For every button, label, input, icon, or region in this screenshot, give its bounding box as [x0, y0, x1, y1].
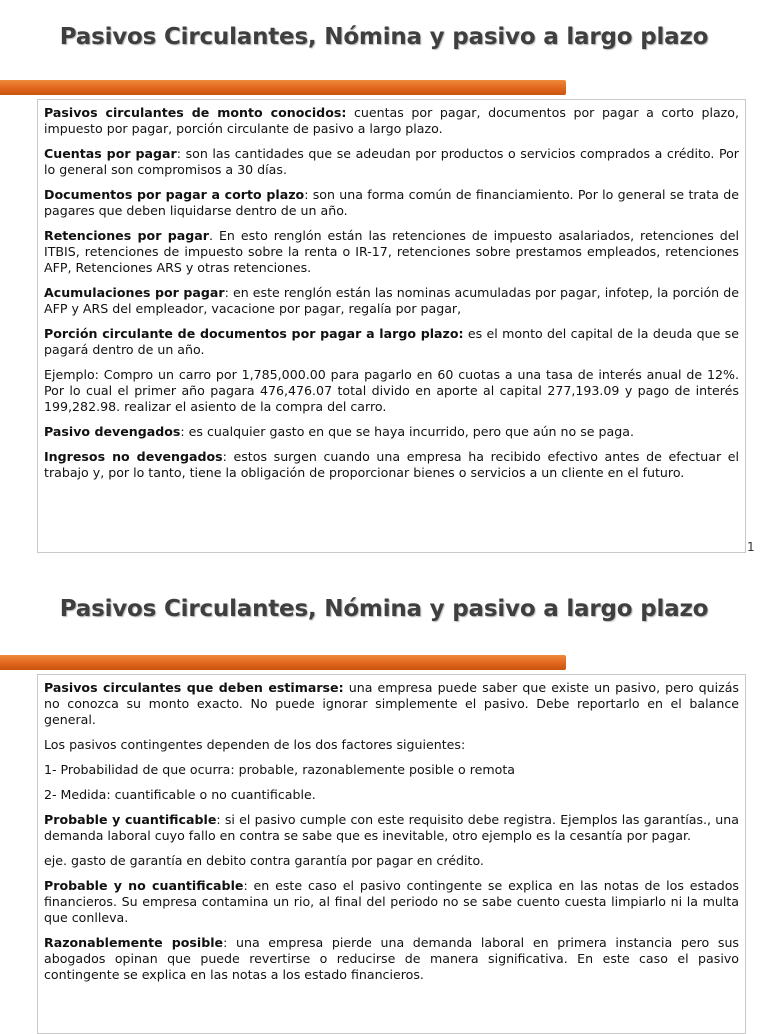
- content-box: [37, 674, 746, 1034]
- paragraph: Probable y no cuantificable: en este caso el pasivo contingente se explica en las notas de los estados financieros. Su empresa contamina un rio, al final del periodo no se sabe cuento cuesta limpiarlo ni la multa que conlleva.: [44, 878, 739, 925]
- paragraph: 2- Medida: cuantificable o no cuantificable.: [44, 787, 316, 802]
- paragraph: Ingresos no devengados: estos surgen cuando una empresa ha recibido efectivo antes de efectuar el trabajo y, por lo tanto, tiene la obligación de proporcionar bienes o servicios a un cliente en el futuro.: [44, 449, 739, 480]
- paragraph: Razonablemente posible: una empresa pierde una demanda laboral en primera instancia pero sus abogados opinan que puede revertirse o reducirse de manera significativa. En este caso el pasivo contingente se explica en las notas a los estado financieros.: [44, 935, 739, 982]
- paragraph: Los pasivos contingentes dependen de los dos factores siguientes:: [44, 737, 466, 752]
- paragraph: Documentos por pagar a corto plazo: son una forma común de financiamiento. Por lo general se trata de pagares que deben liquidarse dentro de un año.: [44, 187, 739, 218]
- paragraph: Pasivos circulantes de monto conocidos: cuentas por pagar, documentos por pagar a corto plazo, impuesto por pagar, porción circulante de pasivo a largo plazo.: [44, 105, 740, 136]
- paragraph: Retenciones por pagar. En esto renglón están las retenciones de impuesto asalariados, retenciones del ITBIS, retenciones de impuesto sobre la renta o IR-17, retenciones sobre prestamos empleados, retenciones AFP, Retenciones ARS y otras retenciones.: [44, 228, 739, 275]
- slide-title: Pasivos Circulantes, Nómina y pasivo a largo plazo: [59, 596, 709, 622]
- paragraph: Acumulaciones por pagar: en este renglón están las nominas acumuladas por pagar, infotep, la porción de AFP y ARS del empleador, vacacione por pagar, regalía por pagar,: [44, 285, 739, 316]
- paragraph: Porción circulante de documentos por pagar a largo plazo: es el monto del capital de la deuda que se pagará dentro de un año.: [44, 326, 739, 357]
- slide-2: [0, 572, 768, 1024]
- title-accent-bar: [0, 655, 566, 670]
- page-number: 1: [747, 540, 755, 554]
- paragraph: Cuentas por pagar: son las cantidades que se adeudan por productos o servicios comprados a crédito. Por lo general son compromisos a 30 días.: [44, 146, 739, 177]
- paragraph: Pasivo devengados: es cualquier gasto en que se haya incurrido, pero que aún no se paga.: [44, 424, 634, 439]
- paragraph: eje. gasto de garantía en debito contra garantía por pagar en crédito.: [44, 853, 484, 868]
- content-box: [37, 99, 746, 553]
- title-accent-bar: [0, 80, 566, 95]
- paragraph: 1- Probabilidad de que ocurra: probable, razonablemente posible o remota: [44, 762, 516, 777]
- slide-title: Pasivos Circulantes, Nómina y pasivo a largo plazo: [59, 24, 709, 50]
- paragraph: Ejemplo: Compro un carro por 1,785,000.00 para pagarlo en 60 cuotas a una tasa de interés anual de 12%. Por lo cual el primer año pagara 476,476.07 total divido en aporte al capital 277,193.09 y pago de interés 199,282.98. realizar el asiento de la compra del carro.: [44, 367, 739, 414]
- paragraph: Probable y cuantificable: si el pasivo cumple con este requisito debe registra. Ejemplos las garantías., una demanda laboral cuyo fallo en contra se sabe que es inevitable, otro ejemplo es la cesantía por pagar.: [44, 812, 739, 843]
- paragraph: Pasivos circulantes que deben estimarse: una empresa puede saber que existe un pasivo, pero quizás no conozca su monto exacto. No puede ignorar simplemente el pasivo. Debe reportarlo en el balance general.: [44, 680, 739, 727]
